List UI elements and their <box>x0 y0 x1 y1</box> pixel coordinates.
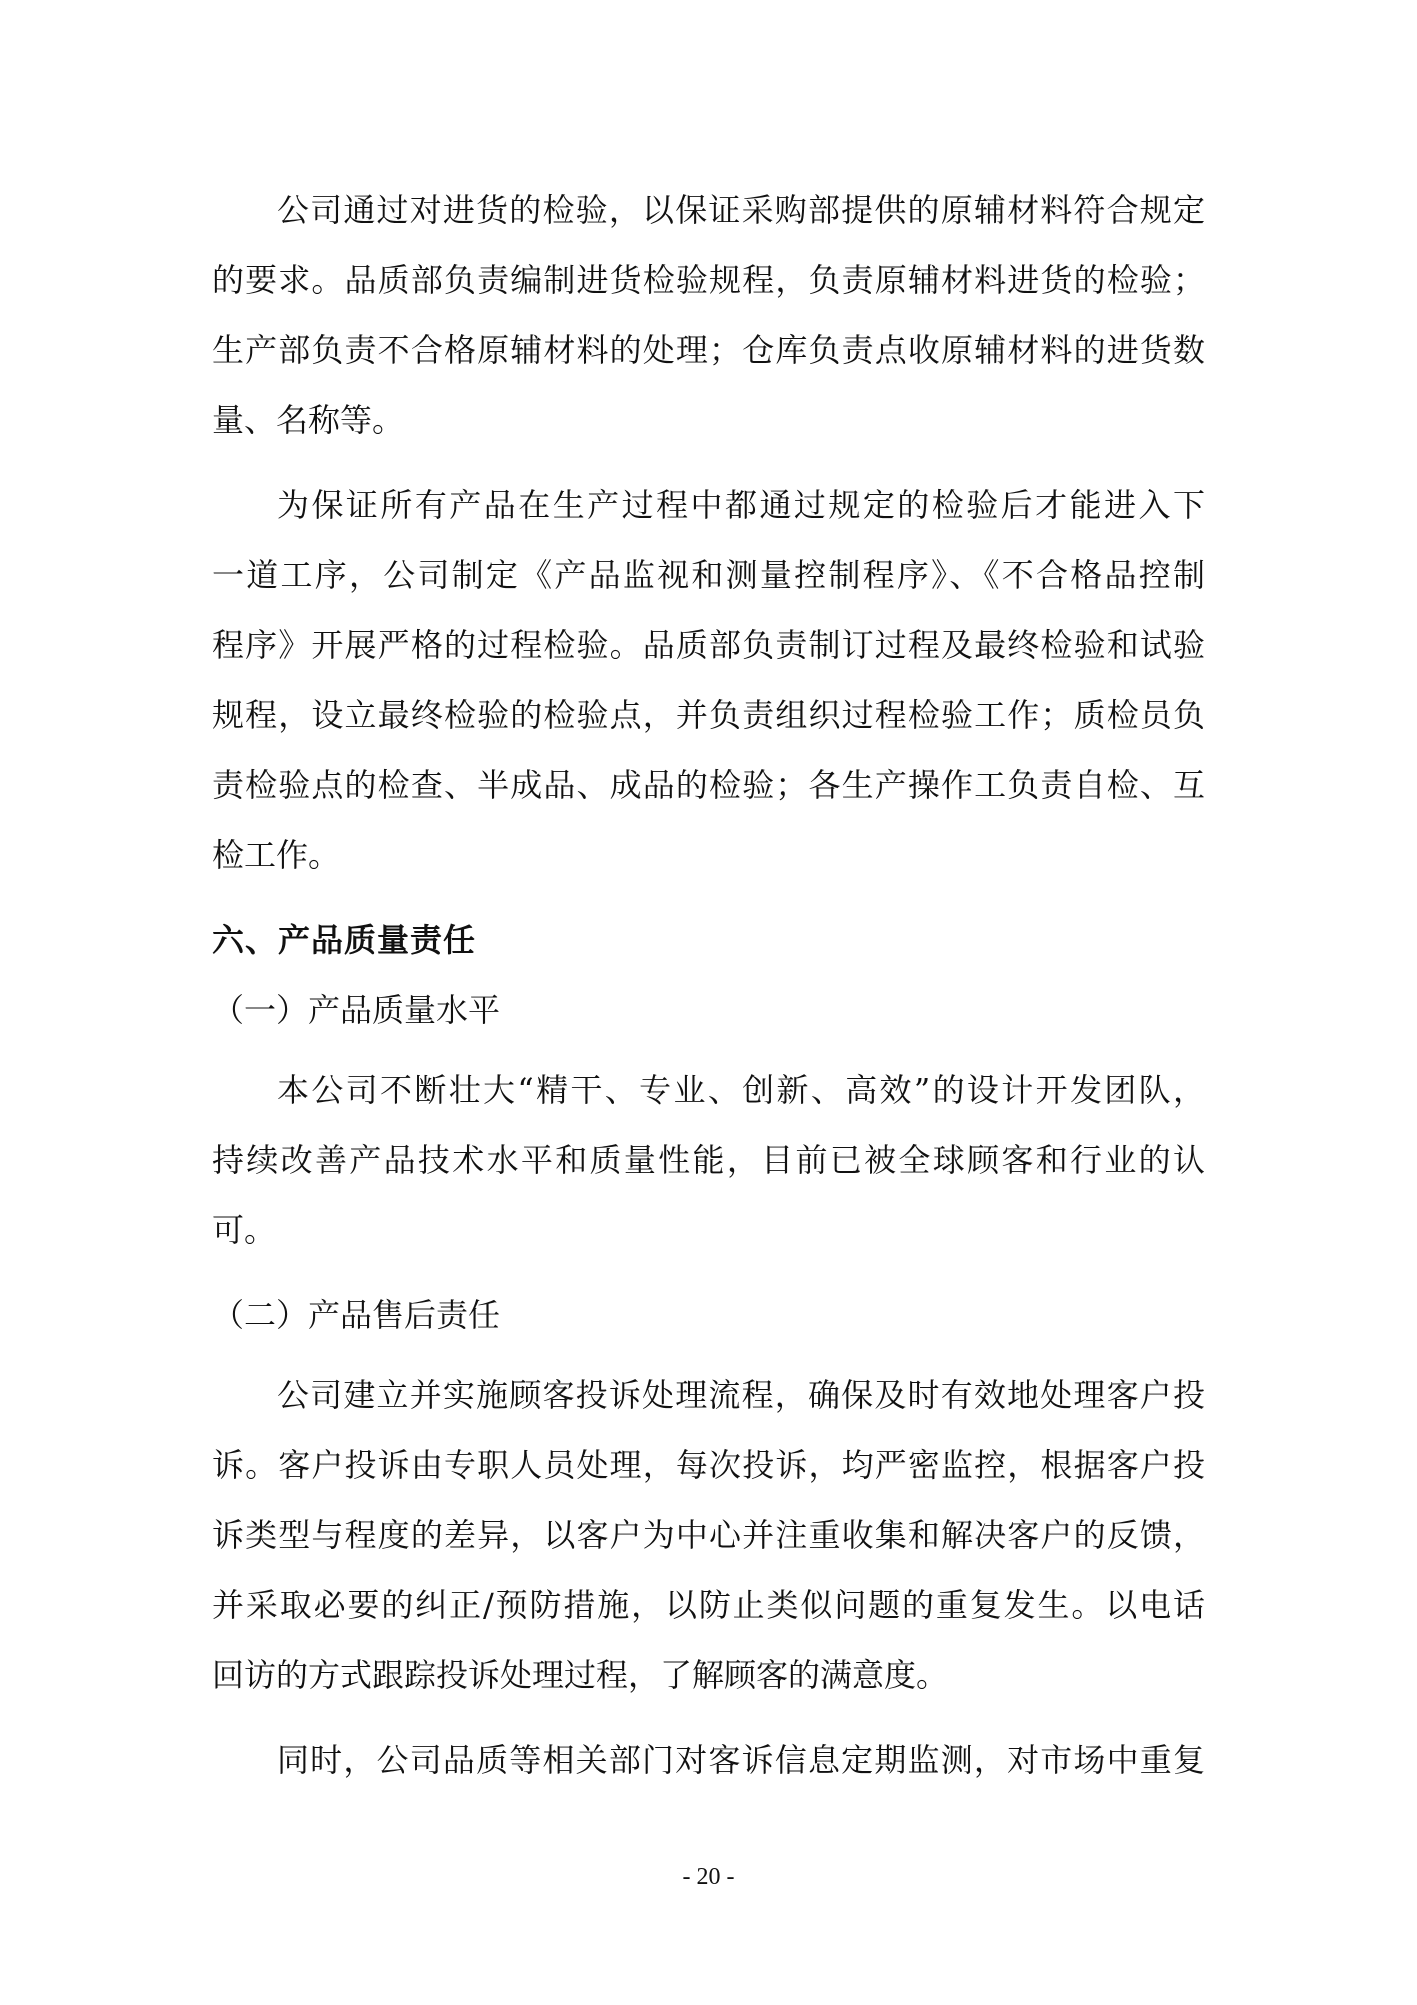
paragraph-line: 生产部负责不合格原辅材料的处理；仓库负责点收原辅材料的进货数 <box>212 331 1205 369</box>
paragraph-line: 并采取必要的纠正/预防措施，以防止类似问题的重复发生。以电话 <box>212 1586 1205 1624</box>
paragraph-line: 的要求。品质部负责编制进货检验规程，负责原辅材料进货的检验； <box>212 261 1205 299</box>
paragraph-line: 可。 <box>212 1211 277 1249</box>
paragraph-line: 量、名称等。 <box>212 401 405 439</box>
section-heading: 六、产品质量责任 <box>212 921 477 959</box>
page-number: - 20 - <box>682 1864 735 1890</box>
paragraph-line: 程序》开展严格的过程检验。品质部负责制订过程及最终检验和试验 <box>212 626 1205 664</box>
paragraph-line: 为保证所有产品在生产过程中都通过规定的检验后才能进入下 <box>277 486 1205 524</box>
subsection-heading-2: （二）产品售后责任 <box>212 1296 501 1334</box>
paragraph-line: 公司建立并实施顾客投诉处理流程，确保及时有效地处理客户投 <box>277 1376 1205 1414</box>
paragraph-line: 持续改善产品技术水平和质量性能，目前已被全球顾客和行业的认 <box>212 1141 1205 1179</box>
paragraph-line: 诉。客户投诉由专职人员处理，每次投诉，均严密监控，根据客户投 <box>212 1446 1205 1484</box>
paragraph-line: 本公司不断壮大“精干、专业、创新、高效”的设计开发团队， <box>277 1071 1205 1109</box>
paragraph-line: 责检验点的检查、半成品、成品的检验；各生产操作工负责自检、互 <box>212 766 1205 804</box>
paragraph-line: 规程，设立最终检验的检验点，并负责组织过程检验工作；质检员负 <box>212 696 1205 734</box>
paragraph-line: 公司通过对进货的检验，以保证采购部提供的原辅材料符合规定 <box>277 191 1205 229</box>
paragraph-line: 回访的方式跟踪投诉处理过程，了解顾客的满意度。 <box>212 1656 949 1694</box>
paragraph-line: 同时，公司品质等相关部门对客诉信息定期监测，对市场中重复 <box>277 1741 1205 1779</box>
subsection-heading-1: （一）产品质量水平 <box>212 991 501 1029</box>
paragraph-line: 检工作。 <box>212 836 341 874</box>
paragraph-line: 诉类型与程度的差异，以客户为中心并注重收集和解决客户的反馈， <box>212 1516 1205 1554</box>
paragraph-line: 一道工序，公司制定《产品监视和测量控制程序》、《不合格品控制 <box>212 556 1205 594</box>
